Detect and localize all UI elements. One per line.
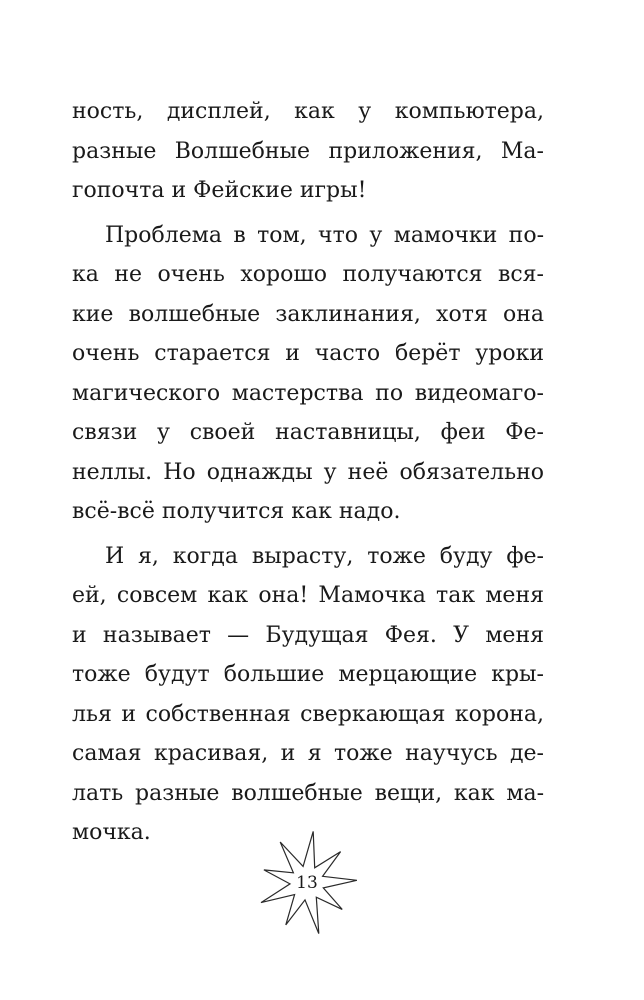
text-line: гопочта и Фейские игры! <box>72 178 367 203</box>
text-line: кие волшебные заклинания, хотя она <box>72 301 544 327</box>
text-line: ей, совсем как она! Мамочка так меня <box>72 583 544 608</box>
text-line: самая красивая, и я тоже научусь де- <box>72 741 544 766</box>
text-line: лья и собственная сверкающая корона, <box>72 701 544 727</box>
text-line: связи у своей наставницы, феи Фе- <box>72 420 544 445</box>
text-line: ка не очень хорошо получаются вся- <box>72 262 544 287</box>
paragraph-2 <box>72 216 544 532</box>
text-line: магического мастерства по видеомаго- <box>72 380 544 406</box>
text-line: тоже будут большие мерцающие кры- <box>72 662 544 687</box>
text-line: ность, дисплей, как у компьютера, <box>72 99 544 124</box>
text-line: всё-всё получится как надо. <box>72 499 401 524</box>
text-line: Проблема в том, что у мамочки по- <box>105 222 544 248</box>
page-number-ornament <box>252 828 362 938</box>
text-line: И я, когда вырасту, тоже буду фе- <box>105 543 544 569</box>
paragraph-3 <box>72 537 544 853</box>
text-line: разные Волшебные приложения, Ма- <box>72 138 544 164</box>
text-line: и называет — Будущая Фея. У меня <box>72 622 544 648</box>
text-line: лать разные волшебные вещи, как ма- <box>72 780 544 806</box>
text-line: мочка. <box>72 820 151 845</box>
book-page-text <box>72 92 544 853</box>
text-line: неллы. Но однажды у неё обязательно <box>72 459 544 485</box>
page-number: 13 <box>296 873 318 893</box>
text-line: очень старается и часто берёт уроки <box>72 341 544 366</box>
paragraph-1 <box>72 92 544 211</box>
